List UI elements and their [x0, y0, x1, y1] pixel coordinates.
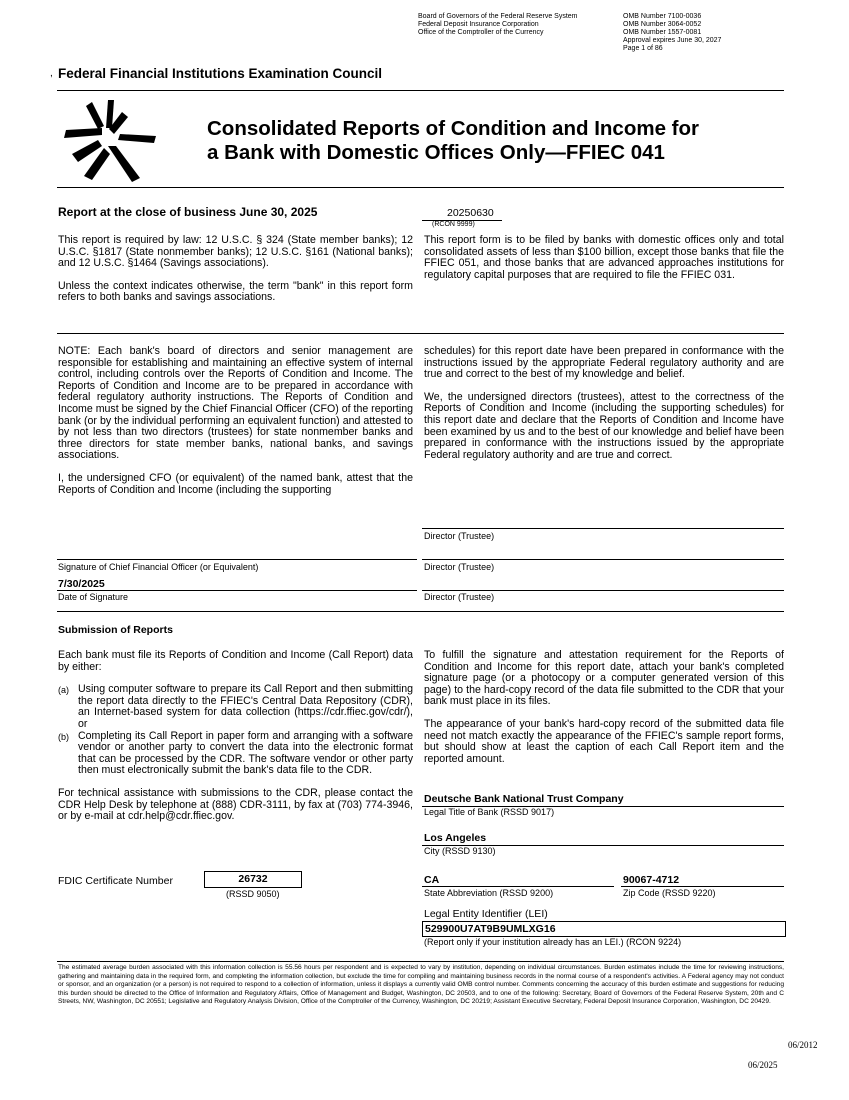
- legal-title-caption: Legal Title of Bank (RSSD 9017): [424, 807, 555, 817]
- omb-occ: OMB Number 1557-0081: [623, 29, 702, 36]
- lei-caption: (Report only if your institution already has an LEI.) (RCON 9224): [424, 937, 682, 947]
- stray-mark: ,: [50, 68, 53, 79]
- page-number: Page 1 of 86: [623, 45, 663, 52]
- agency-list: [418, 13, 618, 37]
- signature-date-value: 7/30/2025: [58, 578, 105, 590]
- fdic-cert-box[interactable]: [204, 871, 302, 888]
- lei-value: 529900U7AT9B9UMLXG16: [425, 923, 556, 935]
- director-label-1: Director (Trustee): [424, 531, 495, 541]
- zip-caption: Zip Code (RSSD 9220): [623, 888, 716, 898]
- signature-date-line: [57, 590, 417, 591]
- divider: [57, 187, 784, 188]
- submission-heading: Submission of Reports: [58, 624, 173, 636]
- director-signature-line-1[interactable]: [422, 528, 784, 529]
- council-name: Federal Financial Institutions Examination Council: [58, 66, 383, 81]
- report-date-caption: (RCON 9999): [432, 221, 475, 228]
- divider: [57, 90, 784, 91]
- legal-authority-text: [58, 235, 413, 304]
- director-signature-line-2[interactable]: [422, 559, 784, 560]
- paragraph: Completing its Call Report in paper form and arranging with a software vendor or another party to convert the data into the electronic format that can be processed by the CDR. The software vendor or other party then must electronically submit the bank's data file to the CDR.: [78, 729, 413, 777]
- fdic-cert-caption: (RSSD 9050): [226, 889, 280, 899]
- submission-requirements-text: [424, 650, 784, 765]
- lei-label: Legal Entity Identifier (LEI): [424, 908, 548, 920]
- paragraph: Using computer software to prepare its Call Report and then submitting the report data directly to the FFIEC's Central Data Repository (CDR), an Internet-based system for data collection (https://cdr.ffiec.gov/cdr/), or: [78, 683, 413, 730]
- approval-expiry: Approval expires June 30, 2027: [623, 37, 722, 44]
- signature-date-label: Date of Signature: [58, 592, 129, 602]
- omb-frb: OMB Number 7100-0036: [623, 13, 702, 20]
- paragraph: To fulfill the signature and attestation requirement for the Reports of Condition and Income for this report date, attach your bank's completed signature page (or a photocopy or a computer generated version of this page) to the hard-copy record of the data file submitted to the CDR that your bank must place in its files.: [424, 649, 784, 708]
- zip-value: 90067-4712: [623, 874, 680, 886]
- ffiec-logo-icon: [62, 98, 158, 184]
- paragraph: Unless the context indicates otherwise, the term "bank" in this report form refers to both banks and savings associations.: [58, 279, 413, 304]
- revision-date-2: 06/2025: [748, 1060, 778, 1070]
- page-title: [207, 117, 699, 165]
- omb-numbers: [623, 13, 823, 53]
- list-item: [58, 684, 413, 730]
- list-marker: (b): [58, 731, 69, 742]
- state-caption: State Abbreviation (RSSD 9200): [424, 888, 554, 898]
- agency-fdic: Federal Deposit Insurance Corporation: [418, 21, 539, 28]
- fdic-cert-value: 26732: [238, 873, 268, 885]
- omb-fdic: OMB Number 3064-0052: [623, 21, 702, 28]
- legal-title-value: Deutsche Bank National Trust Company: [424, 793, 624, 805]
- title-line-2: a Bank with Domestic Offices Only—FFIEC 041: [207, 141, 665, 164]
- divider: [57, 961, 784, 962]
- filing-scope-text: [424, 235, 784, 281]
- burden-statement: The estimated average burden associated with this information collection is 55.56 hours per respondent and is expected to vary by institution, depending on individual circumstances. Burden estimates include the time for reviewing instructions, gathering and maintaining data in the required form, and completing the information collection, but exclude the time for compiling and maintaining business records in the normal course of a respondent's activities. A Federal agency may not conduct or sponsor, and an organization (or a person) is not required to respond to a collection of information, unless it displays a currently valid OMB control number. Comments concerning the accuracy of this burden estimate and suggestions for reducing this burden should be directed to the Office of Information and Regulatory Affairs, Office of Management and Budget, Washington, DC 20503, and to one of the following: Secretary, Board of Governors of the Federal Reserve System, 20th and C Streets, NW, Washington, DC 20551; Legislative and Regulatory Analysis Division, Office of the Comptroller of the Currency, Washington, DC 20219; Assistant Executive Secretary, Federal Deposit Insurance Corporation, Washington, DC 20429.: [58, 964, 784, 1006]
- director-signature-line-3[interactable]: [422, 590, 784, 591]
- city-caption: City (RSSD 9130): [424, 846, 496, 856]
- paragraph: I, the undersigned CFO (or equivalent) of the named bank, attest that the Reports of Condition and Income (including the supporting: [58, 471, 413, 496]
- paragraph: The appearance of your bank's hard-copy record of the submitted data file need not match exactly the appearance of the FFIEC's sample report forms, but should show at least the caption of each Call Report item and the reported amount.: [424, 717, 784, 765]
- list-marker: (a): [58, 685, 69, 696]
- note-text: [58, 346, 413, 496]
- report-date-value: 20250630: [447, 207, 494, 219]
- submission-text: [58, 650, 413, 823]
- paragraph: NOTE: Each bank's board of directors and senior management are responsible for establishing and maintaining an effective system of internal control, including controls over the Reports of Condition and Income. The Reports of Condition and Income are to be prepared in accordance with federal regulatory authority instructions. The Reports of Condition and Income must be signed by the Chief Financial Officer (CFO) of the reporting bank (or by the individual performing an equivalent function) and attested to by not less than two directors (trustees) for state nonmember banks and three directors for state member banks, national banks, and savings associations.: [58, 345, 413, 462]
- state-line: [422, 886, 614, 887]
- agency-frb: Board of Governors of the Federal Reserve System: [418, 13, 578, 20]
- report-date-heading: Report at the close of business June 30, 2025: [58, 205, 318, 219]
- paragraph: For technical assistance with submissions to the CDR, please contact the CDR Help Desk by telephone at (888) CDR-3111, by fax at (703) 774-3946, or by e-mail at cdr.help@cdr.ffiec.gov.: [58, 786, 413, 823]
- zip-line: [621, 886, 784, 887]
- lei-box[interactable]: [422, 921, 786, 937]
- divider: [57, 333, 784, 334]
- state-value: CA: [424, 874, 440, 886]
- cfo-signature-label: Signature of Chief Financial Officer (or Equivalent): [58, 562, 259, 572]
- paragraph: This report is required by law: 12 U.S.C. § 324 (State member banks); 12 U.S.C. §1817 (State nonmember banks); 12 U.S.C. §161 (National banks); and 12 U.S.C. §1464 (Savings associations).: [58, 234, 413, 270]
- paragraph: We, the undersigned directors (trustees), attest to the correctness of the Reports of Condition and Income (including the supporting schedules) for this report date and declare that the Reports of Condition and Income have been examined by us and to the best of our knowledge and belief have been prepared in conformance with the instructions issued by the appropriate Federal regulatory authority and are true and correct.: [424, 390, 784, 461]
- paragraph: Each bank must file its Reports of Condition and Income (Call Report) data by either:: [58, 649, 413, 673]
- city-value: Los Angeles: [424, 832, 487, 844]
- agency-occ: Office of the Comptroller of the Currency: [418, 29, 544, 36]
- revision-date-1: 06/2012: [788, 1040, 818, 1050]
- paragraph: This report form is to be filed by banks with domestic offices only and total consolidated assets of less than $100 billion, except those banks that file the FFIEC 051, and those banks that are advanced approaches institutions for regulatory capital purposes that are required to file the FFIEC 031.: [424, 234, 784, 281]
- director-label-2: Director (Trustee): [424, 562, 495, 572]
- paragraph: schedules) for this report date have been prepared in conformance with the instructions issued by the appropriate Federal regulatory authority and are true and correct to the best of my knowledge and belief.: [424, 345, 784, 381]
- list-item: [58, 731, 413, 777]
- divider: [57, 611, 784, 612]
- title-line-1: Consolidated Reports of Condition and Income for: [207, 117, 699, 140]
- attestation-text: [424, 346, 784, 461]
- cfo-signature-line[interactable]: [57, 559, 417, 560]
- director-label-3: Director (Trustee): [424, 592, 495, 602]
- fdic-cert-label: FDIC Certificate Number: [58, 875, 173, 887]
